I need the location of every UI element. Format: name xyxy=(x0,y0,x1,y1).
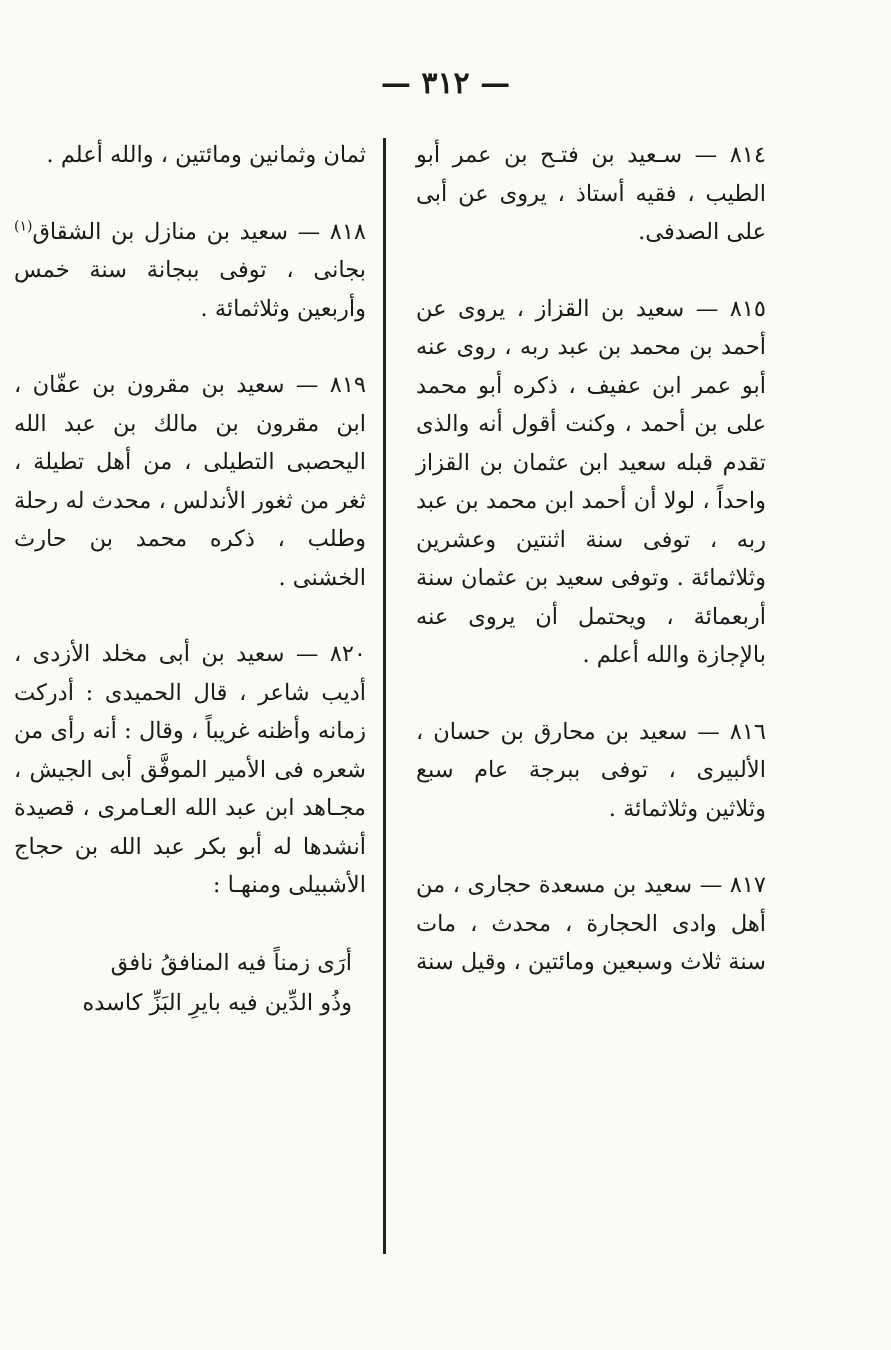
entry-816: ٨١٦ — سعيد بن محارق بن حسان ، الألبيرى ، توفى ببرجة عام سبع وثلاثين وثلاثمائة . xyxy=(416,718,766,822)
verse-line-1: أرَى زمناً فيه المنافقُ نافق xyxy=(110,949,352,976)
entry-815: ٨١٥ — سعيد بن القزاز ، يروى عن أحمد بن محمد بن عبد ربه ، روى عنه أبو عمر ابن عفيف ، ذكره أبو محمد على بن أحمد ، وكنت أقول أنه والذى تقدم قبله سعيد ابن عثمان بن القزاز واحداً ، لولا أن أحمد ابن محمد بن عبد ربه ، توفى سنة اثنتين وعشرين وثلاثمائة . وتوفى سعيد بن عثمان سنة أربعمائة ، ويحتمل أن يروى عنه بالإجازة والله أعلم . xyxy=(416,295,766,668)
footnote-marker: (١) xyxy=(14,218,33,234)
poem-verse xyxy=(14,943,366,1023)
entry-818-body: بجانى ، توفى ببجانة سنة خمس وأربعين وثلاثمائة . xyxy=(14,257,366,322)
entry-814: ٨١٤ — سـعيد بن فتـح بن عمر أبو الطيب ، فقيه أستاذ ، يروى عن أبى على الصدفى. xyxy=(416,142,766,245)
entry-818-head: ٨١٨ — سعيد بن منازل بن الشقاق xyxy=(32,218,366,245)
entry-820: ٨٢٠ — سعيد بن أبى مخلد الأزدى ، أديب شاعر ، قال الحميدى : أدركت زمانه وأظنه غريباً ، وقال : أنه رأى من شعره فى الأمير الموفَّق أبى الجيش ، مجـاهد ابن عبد الله العـامرى ، قصيدة أنشدها له أبو بكر عبد الله بن حجاج الأشبيلى ومنهـا : xyxy=(14,641,366,898)
entry-819: ٨١٩ — سعيد بن مقرون بن عفّان ، ابن مقرون بن مالك بن عبد الله اليحصبى التطيلى ، من أهل تطيلة ، ثغر من ثغور الأندلس ، محدث له رحلة وطلب ، ذكره محمد بن حارث الخشنى . xyxy=(14,372,366,591)
page-number: — ٣١٢ — xyxy=(380,66,511,101)
entry-818 xyxy=(14,213,366,329)
verse-line-2: وذُو الدِّين فيه بايرِ البَزِّ كاسده xyxy=(82,989,352,1016)
entry-817: ٨١٧ — سعيد بن مسعدة حجارى ، من أهل وادى الحجارة ، محدث ، مات سنة ثلاث وسبعين ومائتين ، وقيل سنة xyxy=(416,872,766,975)
left-column xyxy=(14,136,366,1023)
right-column xyxy=(416,136,766,1020)
entry-817-continuation: ثمان وثمانين ومائتين ، والله أعلم . xyxy=(46,142,366,168)
column-divider xyxy=(383,138,386,1254)
